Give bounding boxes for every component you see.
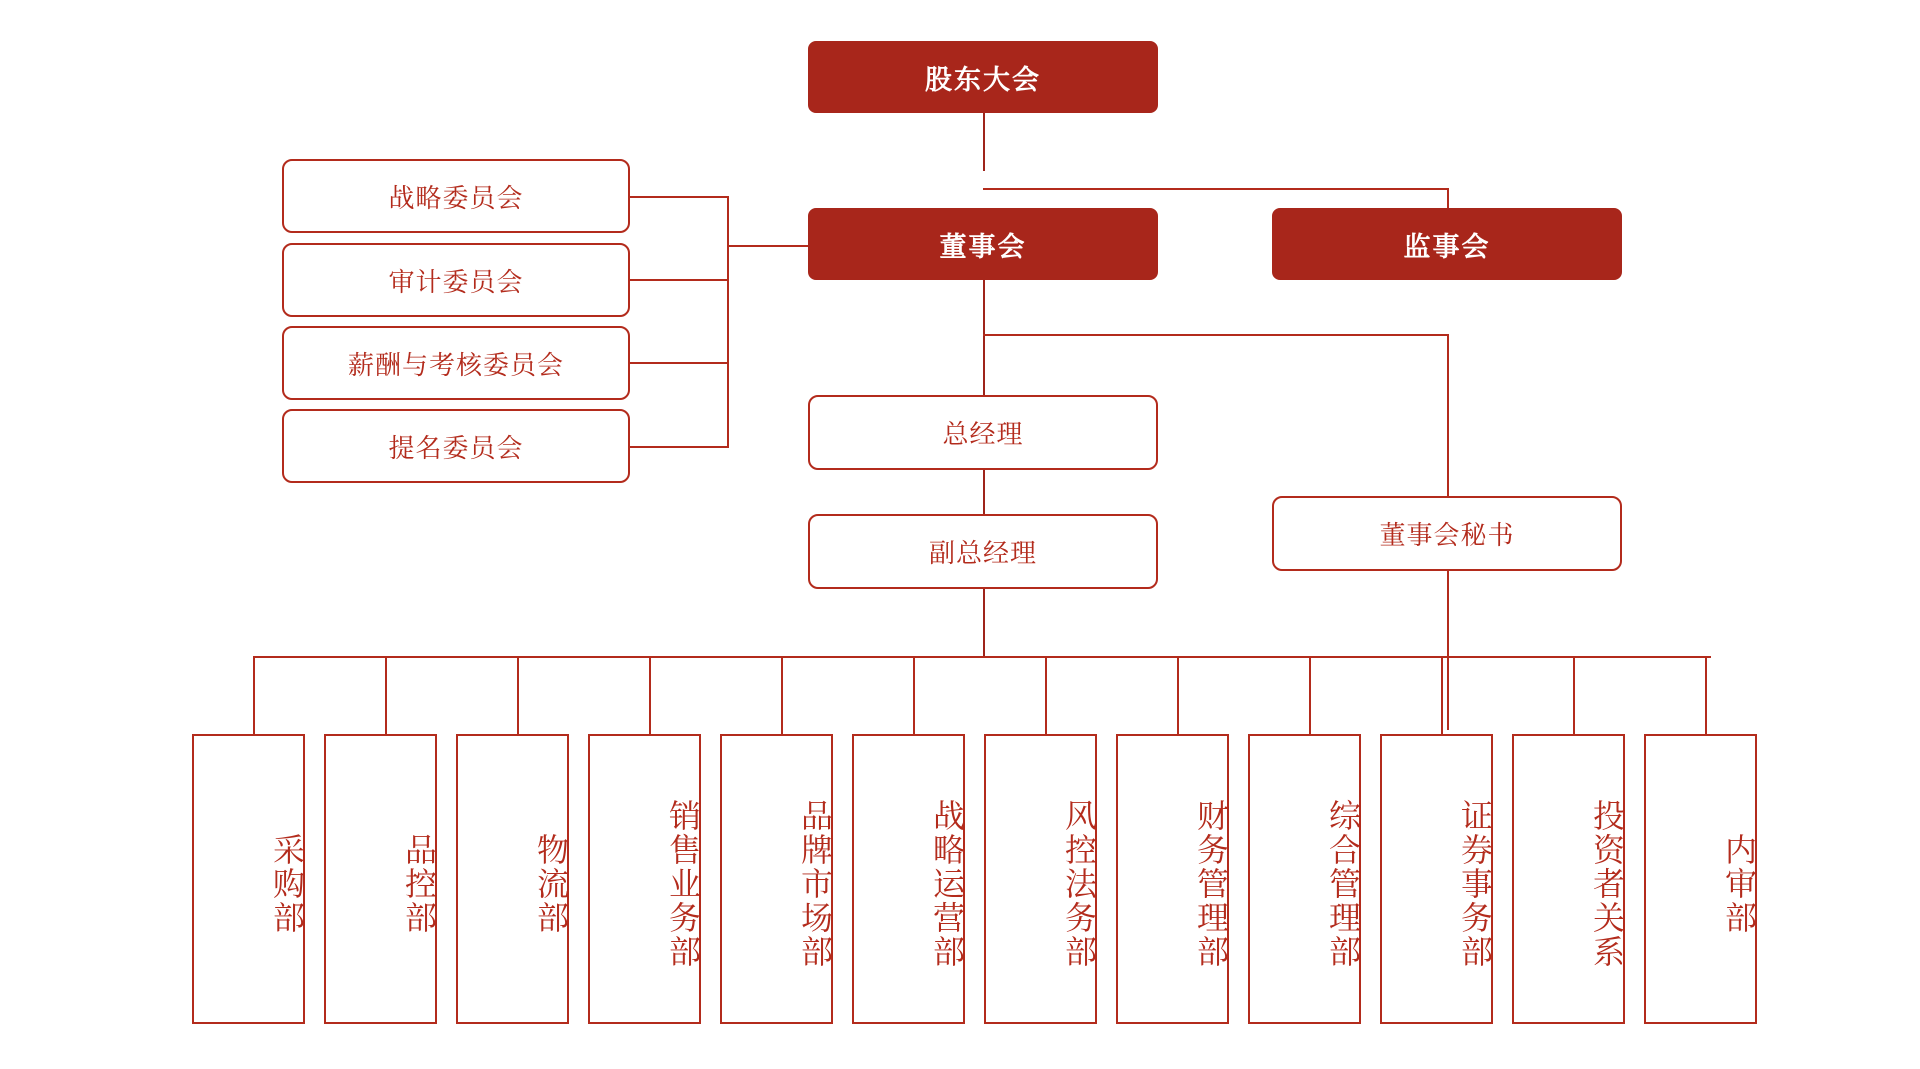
connector-dept-drop-10 bbox=[1441, 656, 1443, 734]
node-committee-audit-label: 审计委员会 bbox=[388, 266, 524, 297]
node-department-6[interactable] bbox=[852, 734, 965, 1024]
node-department-6-label: 战略运营部 bbox=[929, 799, 965, 969]
connector-committee-bus bbox=[727, 196, 729, 448]
node-department-11-label: 投资者关系 bbox=[1589, 799, 1625, 969]
connector-dept-drop-1 bbox=[253, 656, 255, 734]
node-board-secretary-label: 董事会秘书 bbox=[1379, 520, 1515, 550]
connector-board-down bbox=[983, 280, 985, 395]
node-deputy-general-manager-label: 副总经理 bbox=[928, 538, 1037, 568]
connector-committee-1 bbox=[630, 196, 729, 198]
connector-dept-drop-8 bbox=[1177, 656, 1179, 734]
node-department-9-label: 综合管理部 bbox=[1325, 799, 1361, 969]
node-committee-strategy-label: 战略委员会 bbox=[388, 182, 524, 213]
node-department-3-label: 物流部 bbox=[533, 833, 569, 935]
connector-dept-drop-2 bbox=[385, 656, 387, 734]
node-general-manager-label: 总经理 bbox=[942, 419, 1024, 449]
connector-committee-4 bbox=[630, 446, 729, 448]
node-department-1[interactable] bbox=[192, 734, 305, 1024]
node-department-2[interactable] bbox=[324, 734, 437, 1024]
node-department-10[interactable] bbox=[1380, 734, 1493, 1024]
connector-dept-drop-9 bbox=[1309, 656, 1311, 734]
connector-department-bus bbox=[253, 656, 1711, 658]
connector-shareholders-to-supervisors bbox=[983, 188, 1449, 190]
node-board-of-supervisors[interactable] bbox=[1272, 208, 1622, 280]
connector-dept-drop-5 bbox=[781, 656, 783, 734]
node-general-manager[interactable] bbox=[808, 395, 1158, 470]
node-deputy-general-manager[interactable] bbox=[808, 514, 1158, 589]
node-board-secretary[interactable] bbox=[1272, 496, 1622, 571]
node-shareholders-meeting[interactable] bbox=[808, 41, 1158, 113]
node-shareholders-meeting-label: 股东大会 bbox=[925, 64, 1041, 95]
connector-board-to-secretary bbox=[983, 334, 1449, 336]
node-department-3[interactable] bbox=[456, 734, 569, 1024]
node-committee-compensation[interactable] bbox=[282, 326, 630, 400]
node-department-10-label: 证券事务部 bbox=[1457, 799, 1493, 969]
connector-dept-drop-11 bbox=[1573, 656, 1575, 734]
node-board-of-directors[interactable] bbox=[808, 208, 1158, 280]
node-department-12[interactable] bbox=[1644, 734, 1757, 1024]
connector-dept-drop-3 bbox=[517, 656, 519, 734]
connector-dept-drop-6 bbox=[913, 656, 915, 734]
node-department-4-label: 销售业务部 bbox=[665, 799, 701, 969]
connector-dept-drop-7 bbox=[1045, 656, 1047, 734]
node-department-5[interactable] bbox=[720, 734, 833, 1024]
node-department-1-label: 采购部 bbox=[269, 833, 305, 935]
node-department-7-label: 风控法务部 bbox=[1061, 799, 1097, 969]
node-department-9[interactable] bbox=[1248, 734, 1361, 1024]
node-committee-compensation-label: 薪酬与考核委员会 bbox=[347, 349, 564, 380]
node-committee-nomination[interactable] bbox=[282, 409, 630, 483]
connector-committee-3 bbox=[630, 362, 729, 364]
node-committee-nomination-label: 提名委员会 bbox=[388, 432, 524, 463]
node-committee-audit[interactable] bbox=[282, 243, 630, 317]
node-committee-strategy[interactable] bbox=[282, 159, 630, 233]
node-board-of-supervisors-label: 监事会 bbox=[1403, 231, 1491, 262]
node-department-4[interactable] bbox=[588, 734, 701, 1024]
node-department-7[interactable] bbox=[984, 734, 1097, 1024]
connector-committee-2 bbox=[630, 279, 729, 281]
connector-dept-drop-12 bbox=[1705, 656, 1707, 734]
node-department-5-label: 品牌市场部 bbox=[797, 799, 833, 969]
connector-secretary-to-bus bbox=[1447, 570, 1449, 730]
node-department-8-label: 财务管理部 bbox=[1193, 799, 1229, 969]
node-department-8[interactable] bbox=[1116, 734, 1229, 1024]
connector-shareholders-down bbox=[983, 113, 985, 171]
connector-secretary-down bbox=[1447, 334, 1449, 496]
node-board-of-directors-label: 董事会 bbox=[939, 231, 1027, 262]
connector-gm-to-deputy bbox=[983, 470, 985, 515]
node-department-12-label: 内审部 bbox=[1721, 833, 1757, 935]
node-department-11[interactable] bbox=[1512, 734, 1625, 1024]
node-department-2-label: 品控部 bbox=[401, 833, 437, 935]
connector-dept-drop-4 bbox=[649, 656, 651, 734]
connector-committee-to-board bbox=[727, 245, 813, 247]
